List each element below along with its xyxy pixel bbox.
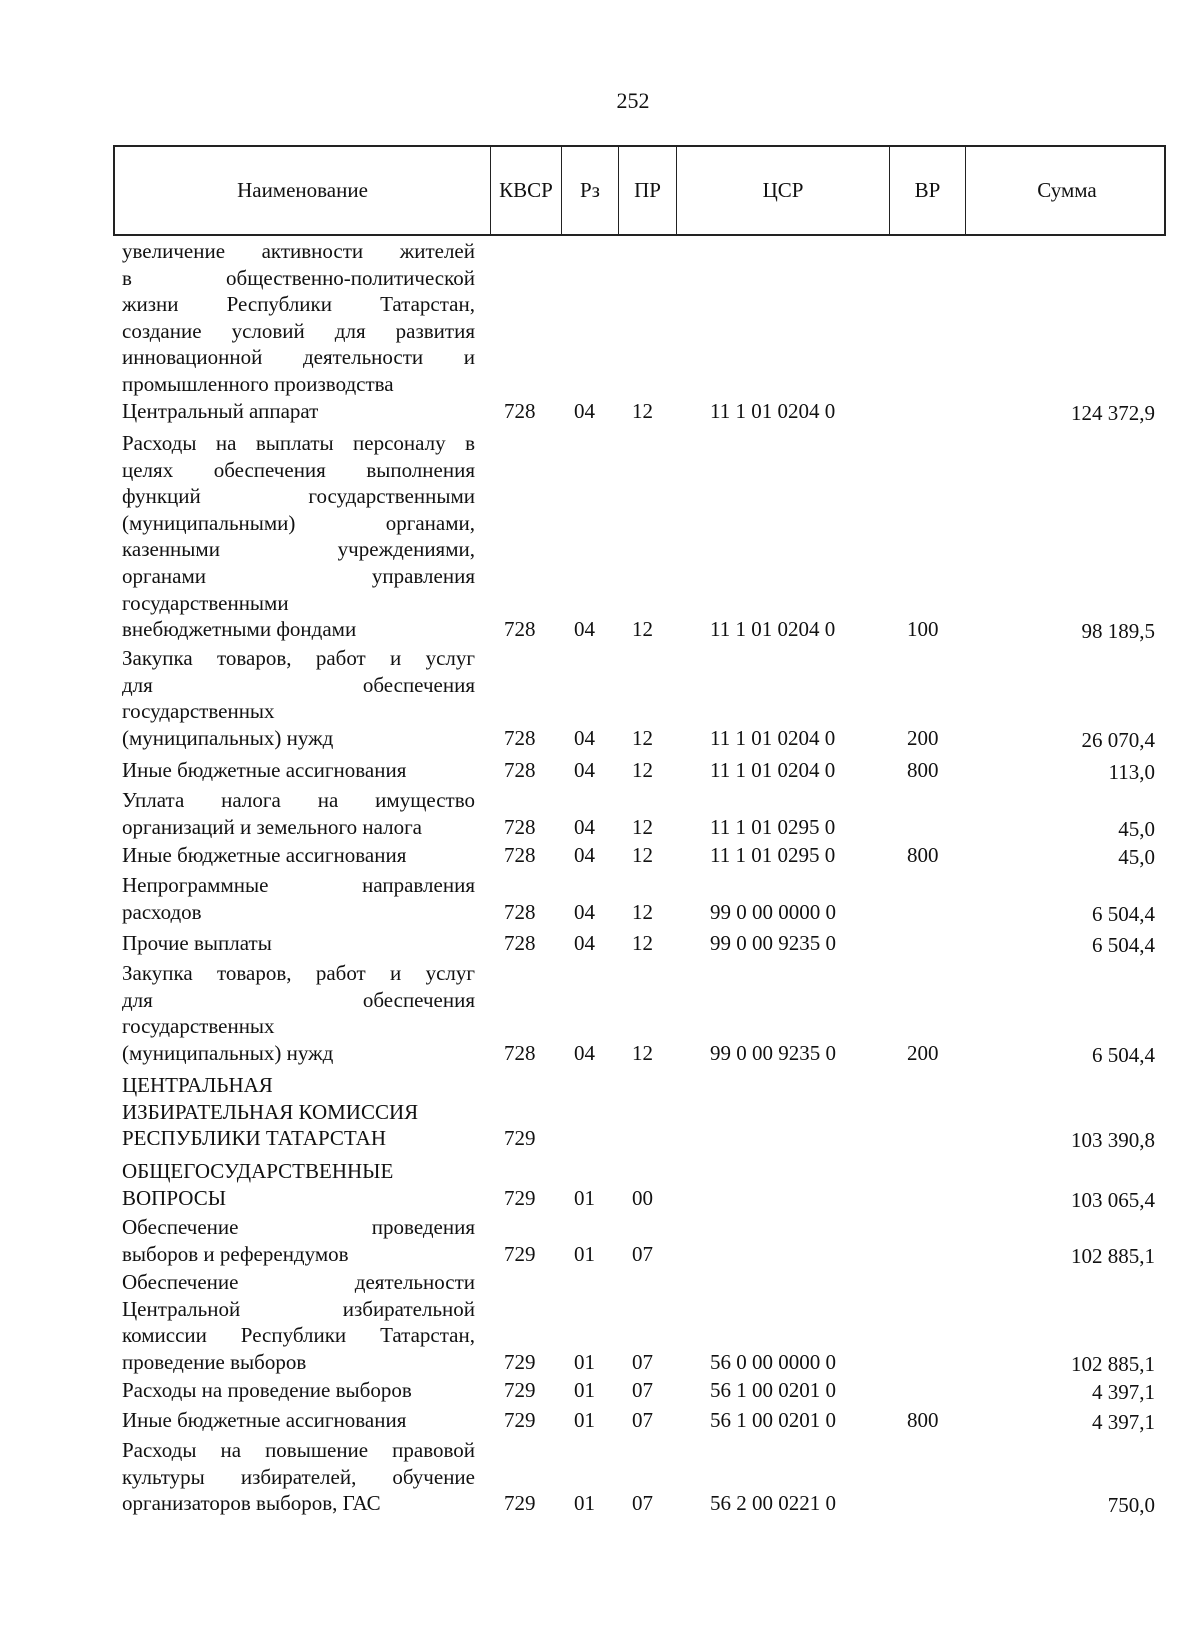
row-name-line: в общественно-политической: [122, 265, 475, 290]
row-csr: 11 1 01 0204 0: [710, 758, 836, 782]
row-name: [122, 930, 475, 957]
row-name-line: Расходы на повышение правовой: [122, 1438, 475, 1462]
row-csr: 11 1 01 0295 0: [710, 843, 836, 867]
row-kvsr: 728: [504, 899, 536, 924]
row-sum: 4 397,1: [1092, 1380, 1155, 1404]
row-pr: 12: [632, 617, 653, 642]
row-name-line: ЦЕНТРАЛЬНАЯ: [122, 1073, 273, 1097]
row-name-line: Обеспечение деятельности: [122, 1270, 475, 1294]
row-sum: 6 504,4: [1092, 901, 1155, 926]
row-csr: 56 1 00 0201 0: [710, 1408, 836, 1432]
row-kvsr: 729: [504, 1349, 536, 1374]
row-rz: 04: [574, 814, 595, 839]
row-name-line: (муниципальных) нужд: [122, 1040, 334, 1065]
row-name: [122, 960, 475, 1066]
row-name-line: государственных: [122, 699, 275, 724]
row-sum: 102 885,1: [1071, 1243, 1155, 1268]
row-name-line: ОБЩЕГОСУДАРСТВЕННЫЕ: [122, 1159, 394, 1183]
page-number: 252: [616, 88, 650, 113]
row-rz: 01: [574, 1491, 595, 1516]
row-pr: 07: [632, 1408, 653, 1432]
row-name-line: Прочие выплаты: [122, 931, 272, 955]
row-sum: 4 397,1: [1092, 1410, 1155, 1434]
row-sum: 98 189,5: [1081, 619, 1155, 644]
row-name: [122, 872, 475, 925]
row-sum: 6 504,4: [1092, 1042, 1155, 1067]
row-name-line: Обеспечение проведения: [122, 1215, 475, 1239]
row-rz: 04: [574, 617, 595, 642]
row-name: [122, 1407, 475, 1434]
row-sum: 45,0: [1118, 845, 1155, 869]
row-pr: 12: [632, 758, 653, 782]
row-kvsr: 728: [504, 1040, 536, 1065]
header-vr: ВР: [890, 147, 966, 234]
row-name-line: Иные бюджетные ассигнования: [122, 758, 407, 782]
row-csr: 11 1 01 0204 0: [710, 725, 836, 750]
row-rz: 01: [574, 1185, 595, 1210]
row-name-line: расходов: [122, 899, 202, 924]
row-name: [122, 757, 475, 784]
row-rz: 04: [574, 758, 595, 782]
row-kvsr: 729: [504, 1408, 536, 1432]
row-name-line: Уплата налога на имущество: [122, 788, 475, 812]
row-sum: 45,0: [1118, 816, 1155, 841]
row-name: [122, 645, 475, 751]
row-name-line: увеличение активности жителей: [122, 239, 475, 263]
row-kvsr: 729: [504, 1378, 536, 1402]
row-rz: 04: [574, 931, 595, 955]
row-pr: 07: [632, 1378, 653, 1402]
row-kvsr: 729: [504, 1185, 536, 1210]
row-name-line: Расходы на выплаты персоналу в: [122, 431, 475, 455]
row-name-line: ВОПРОСЫ: [122, 1185, 227, 1210]
row-name-line: Иные бюджетные ассигнования: [122, 843, 407, 867]
row-name-line: культуры избирателей, обучение: [122, 1464, 475, 1489]
row-rz: 04: [574, 843, 595, 867]
row-kvsr: 728: [504, 758, 536, 782]
row-name-line: (муниципальных) нужд: [122, 725, 334, 750]
row-sum: 124 372,9: [1071, 401, 1155, 425]
row-name-line: внебюджетными фондами: [122, 617, 357, 642]
row-csr: 99 0 00 0000 0: [710, 899, 836, 924]
row-rz: 04: [574, 1040, 595, 1065]
row-kvsr: 728: [504, 617, 536, 642]
row-sum: 26 070,4: [1081, 727, 1155, 752]
row-kvsr: 728: [504, 399, 536, 423]
header-rz: Рз: [562, 147, 619, 234]
row-name-line: (муниципальными) органами,: [122, 510, 475, 535]
row-name-line: проведение выборов: [122, 1349, 307, 1374]
row-name-line: целях обеспечения выполнения: [122, 457, 475, 482]
row-vr: 800: [907, 843, 939, 867]
row-name: [122, 787, 475, 840]
row-pr: 12: [632, 843, 653, 867]
header-kvsr: КВСР: [491, 147, 562, 234]
row-vr: 100: [907, 617, 939, 642]
row-pr: 12: [632, 814, 653, 839]
row-name-line: РЕСПУБЛИКИ ТАТАРСТАН: [122, 1126, 387, 1151]
row-name-line: органами управления: [122, 563, 475, 588]
row-vr: 800: [907, 1408, 939, 1432]
row-rz: 01: [574, 1241, 595, 1266]
header-pr: ПР: [619, 147, 677, 234]
row-pr: 07: [632, 1241, 653, 1266]
row-rz: 01: [574, 1349, 595, 1374]
row-kvsr: 729: [504, 1241, 536, 1266]
row-name: [122, 1269, 475, 1375]
row-name: [122, 1214, 475, 1267]
row-name-line: инновационной деятельности и: [122, 345, 475, 370]
row-name: [122, 1377, 475, 1404]
row-name-line: государственных: [122, 1014, 275, 1039]
row-pr: 00: [632, 1185, 653, 1210]
row-name-line: жизни Республики Татарстан,: [122, 292, 475, 317]
row-name-line: ИЗБИРАТЕЛЬНАЯ КОМИССИЯ: [122, 1099, 419, 1124]
row-name-line: организаторов выборов, ГАС: [122, 1491, 381, 1516]
row-csr: 11 1 01 0204 0: [710, 399, 836, 423]
row-rz: 04: [574, 399, 595, 423]
row-name-line: Иные бюджетные ассигнования: [122, 1408, 407, 1432]
row-rz: 01: [574, 1378, 595, 1402]
row-name-line: функций государственными: [122, 484, 475, 509]
header-csr: ЦСР: [677, 147, 890, 234]
row-vr: 200: [907, 725, 939, 750]
row-sum: 103 390,8: [1071, 1128, 1155, 1153]
row-name-line: Закупка товаров, работ и услуг: [122, 961, 475, 985]
row-csr: 56 1 00 0201 0: [710, 1378, 836, 1402]
row-name: [122, 842, 475, 869]
row-pr: 07: [632, 1349, 653, 1374]
row-kvsr: 729: [504, 1491, 536, 1516]
row-name: [122, 1437, 475, 1517]
row-name-line: для обеспечения: [122, 672, 475, 697]
row-name: [122, 1072, 475, 1152]
row-name-line: государственными: [122, 590, 289, 615]
row-csr: 56 2 00 0221 0: [710, 1491, 836, 1516]
row-kvsr: 728: [504, 725, 536, 750]
row-rz: 04: [574, 899, 595, 924]
row-name-line: для обеспечения: [122, 987, 475, 1012]
row-rz: 01: [574, 1408, 595, 1432]
row-pr: 12: [632, 899, 653, 924]
row-name-line: казенными учреждениями,: [122, 537, 475, 562]
row-name-line: Центральной избирательной: [122, 1296, 475, 1321]
row-name-line: создание условий для развития: [122, 318, 475, 343]
row-name: [122, 1158, 475, 1211]
row-sum: 113,0: [1108, 760, 1155, 784]
row-kvsr: 728: [504, 931, 536, 955]
row-name-line: организаций и земельного налога: [122, 814, 422, 839]
row-name-line: Непрограммные направления: [122, 873, 475, 897]
row-sum: 102 885,1: [1071, 1351, 1155, 1376]
header-sum: Сумма: [1037, 178, 1097, 202]
row-vr: 800: [907, 758, 939, 782]
row-name: [122, 430, 475, 643]
row-name-line: промышленного производства: [122, 371, 394, 396]
row-kvsr: 728: [504, 843, 536, 867]
row-kvsr: 728: [504, 814, 536, 839]
row-sum: 103 065,4: [1071, 1187, 1155, 1212]
row-csr: 11 1 01 0204 0: [710, 617, 836, 642]
row-pr: 12: [632, 399, 653, 423]
row-csr: 56 0 00 0000 0: [710, 1349, 836, 1374]
row-name-line: Расходы на проведение выборов: [122, 1378, 412, 1402]
row-pr: 12: [632, 1040, 653, 1065]
row-csr: 99 0 00 9235 0: [710, 1040, 836, 1065]
row-name: [122, 398, 475, 425]
row-sum: 750,0: [1107, 1493, 1155, 1518]
row-name-line: выборов и референдумов: [122, 1241, 349, 1266]
row-pr: 12: [632, 931, 653, 955]
row-sum: 6 504,4: [1092, 933, 1155, 957]
row-pr: 07: [632, 1491, 653, 1516]
row-csr: 11 1 01 0295 0: [710, 814, 836, 839]
row-rz: 04: [574, 725, 595, 750]
row-name: [122, 238, 475, 398]
row-name-line: Закупка товаров, работ и услуг: [122, 646, 475, 670]
row-kvsr: 729: [504, 1126, 536, 1151]
row-csr: 99 0 00 9235 0: [710, 931, 836, 955]
row-name-line: Центральный аппарат: [122, 399, 319, 423]
row-name-line: комиссии Республики Татарстан,: [122, 1323, 475, 1348]
header-name: Наименование: [115, 147, 491, 234]
row-vr: 200: [907, 1040, 939, 1065]
row-pr: 12: [632, 725, 653, 750]
